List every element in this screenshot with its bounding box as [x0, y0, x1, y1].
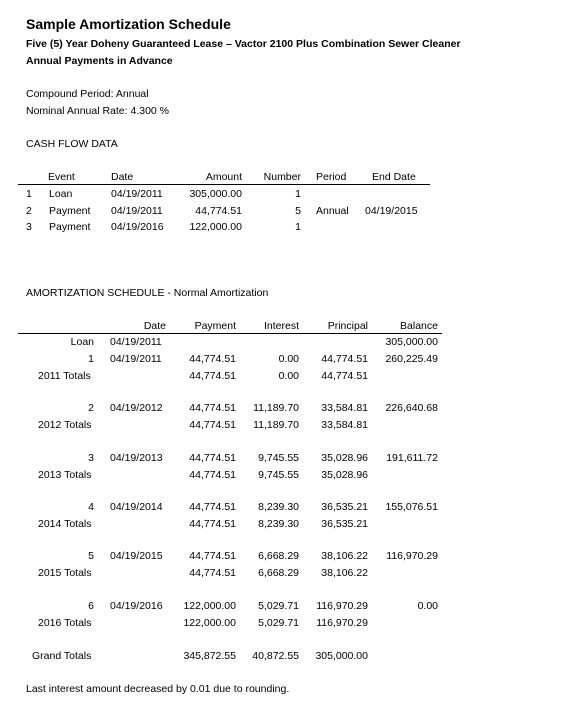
- am-row-balance: 116,970.29: [386, 550, 438, 562]
- am-row-label: 3: [88, 452, 94, 464]
- am-row-interest: 6,668.29: [258, 550, 299, 562]
- am-row-label: 5: [88, 550, 94, 562]
- am-row-payment: 345,872.55: [183, 650, 236, 662]
- am-row-principal: 38,106.22: [321, 567, 368, 579]
- am-col-date: Date: [143, 320, 166, 332]
- am-row-payment: 44,774.51: [189, 550, 236, 562]
- am-col-balance: Balance: [400, 320, 438, 332]
- cf-row-number: 3: [26, 221, 32, 233]
- am-row-interest: 11,189.70: [253, 419, 299, 431]
- cf-row-event: Loan: [49, 188, 73, 200]
- am-row-label: 2013 Totals: [38, 469, 92, 481]
- am-row-label: 2012 Totals: [38, 419, 92, 431]
- am-row-label: 2016 Totals: [38, 617, 92, 629]
- am-row-balance: 305,000.00: [385, 336, 438, 348]
- cf-row-event: Payment: [49, 221, 91, 233]
- am-row-interest: 9,745.55: [258, 452, 299, 464]
- am-row-principal: 44,774.51: [321, 353, 368, 365]
- cf-col-number: Number: [263, 171, 301, 183]
- am-row-label: 2011 Totals: [38, 370, 91, 382]
- am-row-principal: 116,970.29: [316, 600, 368, 612]
- am-row-principal: 35,028.96: [321, 452, 368, 464]
- nominal-rate: Nominal Annual Rate: 4.300 %: [26, 105, 170, 117]
- am-row-date: 04/19/2015: [110, 550, 163, 562]
- am-row-principal: 35,028.96: [321, 469, 368, 481]
- am-row-balance: 260,225.49: [385, 353, 438, 365]
- am-row-payment: 44,774.51: [189, 501, 236, 513]
- am-row-label: 2014 Totals: [38, 518, 92, 530]
- cf-row-date: 04/19/2011: [111, 205, 163, 217]
- footnote: Last interest amount decreased by 0.01 due to rounding.: [26, 683, 290, 695]
- am-row-label: 4: [88, 501, 94, 513]
- compound-period: Compound Period: Annual: [26, 88, 149, 100]
- am-row-interest: 9,745.55: [258, 469, 299, 481]
- cf-row-amount: 44,774.51: [195, 205, 242, 217]
- am-row-date: 04/19/2011: [110, 353, 162, 365]
- am-row-balance: 191,611.72: [386, 452, 438, 464]
- am-row-payment: 44,774.51: [189, 370, 236, 382]
- am-row-principal: 44,774.51: [321, 370, 368, 382]
- am-row-payment: 44,774.51: [189, 402, 236, 414]
- am-row-principal: 36,535.21: [321, 501, 368, 513]
- am-header-rule: [18, 333, 442, 334]
- am-col-principal: Principal: [327, 320, 368, 332]
- amortization-heading: AMORTIZATION SCHEDULE - Normal Amortization: [26, 287, 269, 299]
- cf-row-period: Annual: [316, 205, 349, 217]
- cf-row-count: 1: [295, 188, 301, 200]
- cf-col-end-date: End Date: [372, 171, 416, 183]
- am-row-principal: 33,584.81: [321, 419, 368, 431]
- am-row-principal: 36,535.21: [321, 518, 368, 530]
- subtitle-payments: Annual Payments in Advance: [26, 55, 173, 67]
- am-row-interest: 8,239.30: [258, 518, 299, 530]
- am-col-payment: Payment: [194, 320, 236, 332]
- am-row-payment: 44,774.51: [189, 518, 236, 530]
- am-row-label: Grand Totals: [32, 650, 92, 662]
- am-row-interest: 0.00: [278, 370, 299, 382]
- am-row-interest: 8,239.30: [258, 501, 299, 513]
- am-col-interest: Interest: [263, 320, 299, 332]
- cf-col-date: Date: [111, 171, 134, 183]
- am-row-principal: 38,106.22: [321, 550, 368, 562]
- am-row-label: 1: [88, 353, 94, 365]
- cf-row-amount: 305,000.00: [189, 188, 242, 200]
- cf-header-rule: [18, 184, 430, 185]
- am-row-balance: 0.00: [417, 600, 438, 612]
- am-row-date: 04/19/2012: [110, 402, 163, 414]
- am-row-date: 04/19/2013: [110, 452, 163, 464]
- am-row-payment: 44,774.51: [189, 567, 236, 579]
- am-row-interest: 11,189.70: [253, 402, 299, 414]
- cf-row-count: 5: [295, 205, 301, 217]
- subtitle-lease: Five (5) Year Doheny Guaranteed Lease – Vactor 2100 Plus Combination Sewer Cleaner: [26, 38, 461, 50]
- am-row-payment: 122,000.00: [183, 600, 236, 612]
- am-row-balance: 226,640.68: [385, 402, 438, 414]
- cf-row-amount: 122,000.00: [189, 221, 242, 233]
- cash-flow-heading: CASH FLOW DATA: [26, 138, 118, 150]
- am-row-label: Loan: [70, 336, 94, 348]
- am-row-payment: 44,774.51: [189, 353, 236, 365]
- am-row-label: 2015 Totals: [38, 567, 92, 579]
- cf-row-number: 2: [26, 205, 32, 217]
- am-row-label: 2: [88, 402, 94, 414]
- am-row-principal: 305,000.00: [315, 650, 368, 662]
- am-row-date: 04/19/2016: [110, 600, 163, 612]
- cf-row-date: 04/19/2016: [111, 221, 164, 233]
- am-row-payment: 44,774.51: [189, 419, 236, 431]
- cf-row-event: Payment: [49, 205, 91, 217]
- am-row-interest: 0.00: [278, 353, 299, 365]
- am-row-label: 6: [88, 600, 94, 612]
- am-row-payment: 122,000.00: [183, 617, 236, 629]
- am-row-interest: 40,872.55: [252, 650, 299, 662]
- am-row-date: 04/19/2011: [110, 336, 162, 348]
- am-row-payment: 44,774.51: [189, 452, 236, 464]
- cf-row-count: 1: [295, 221, 301, 233]
- am-row-payment: 44,774.51: [189, 469, 236, 481]
- cf-col-period: Period: [316, 171, 347, 183]
- page-title: Sample Amortization Schedule: [26, 16, 231, 32]
- am-row-balance: 155,076.51: [385, 501, 438, 513]
- am-row-principal: 116,970.29: [316, 617, 368, 629]
- am-row-interest: 6,668.29: [258, 567, 299, 579]
- cf-row-number: 1: [26, 188, 32, 200]
- am-row-date: 04/19/2014: [110, 501, 163, 513]
- cf-row-end-date: 04/19/2015: [365, 205, 418, 217]
- cf-row-date: 04/19/2011: [111, 188, 163, 200]
- cf-col-amount: Amount: [205, 171, 242, 183]
- am-row-principal: 33,584.81: [321, 402, 368, 414]
- cf-col-event: Event: [48, 171, 75, 183]
- am-row-interest: 5,029.71: [258, 600, 299, 612]
- am-row-interest: 5,029.71: [258, 617, 299, 629]
